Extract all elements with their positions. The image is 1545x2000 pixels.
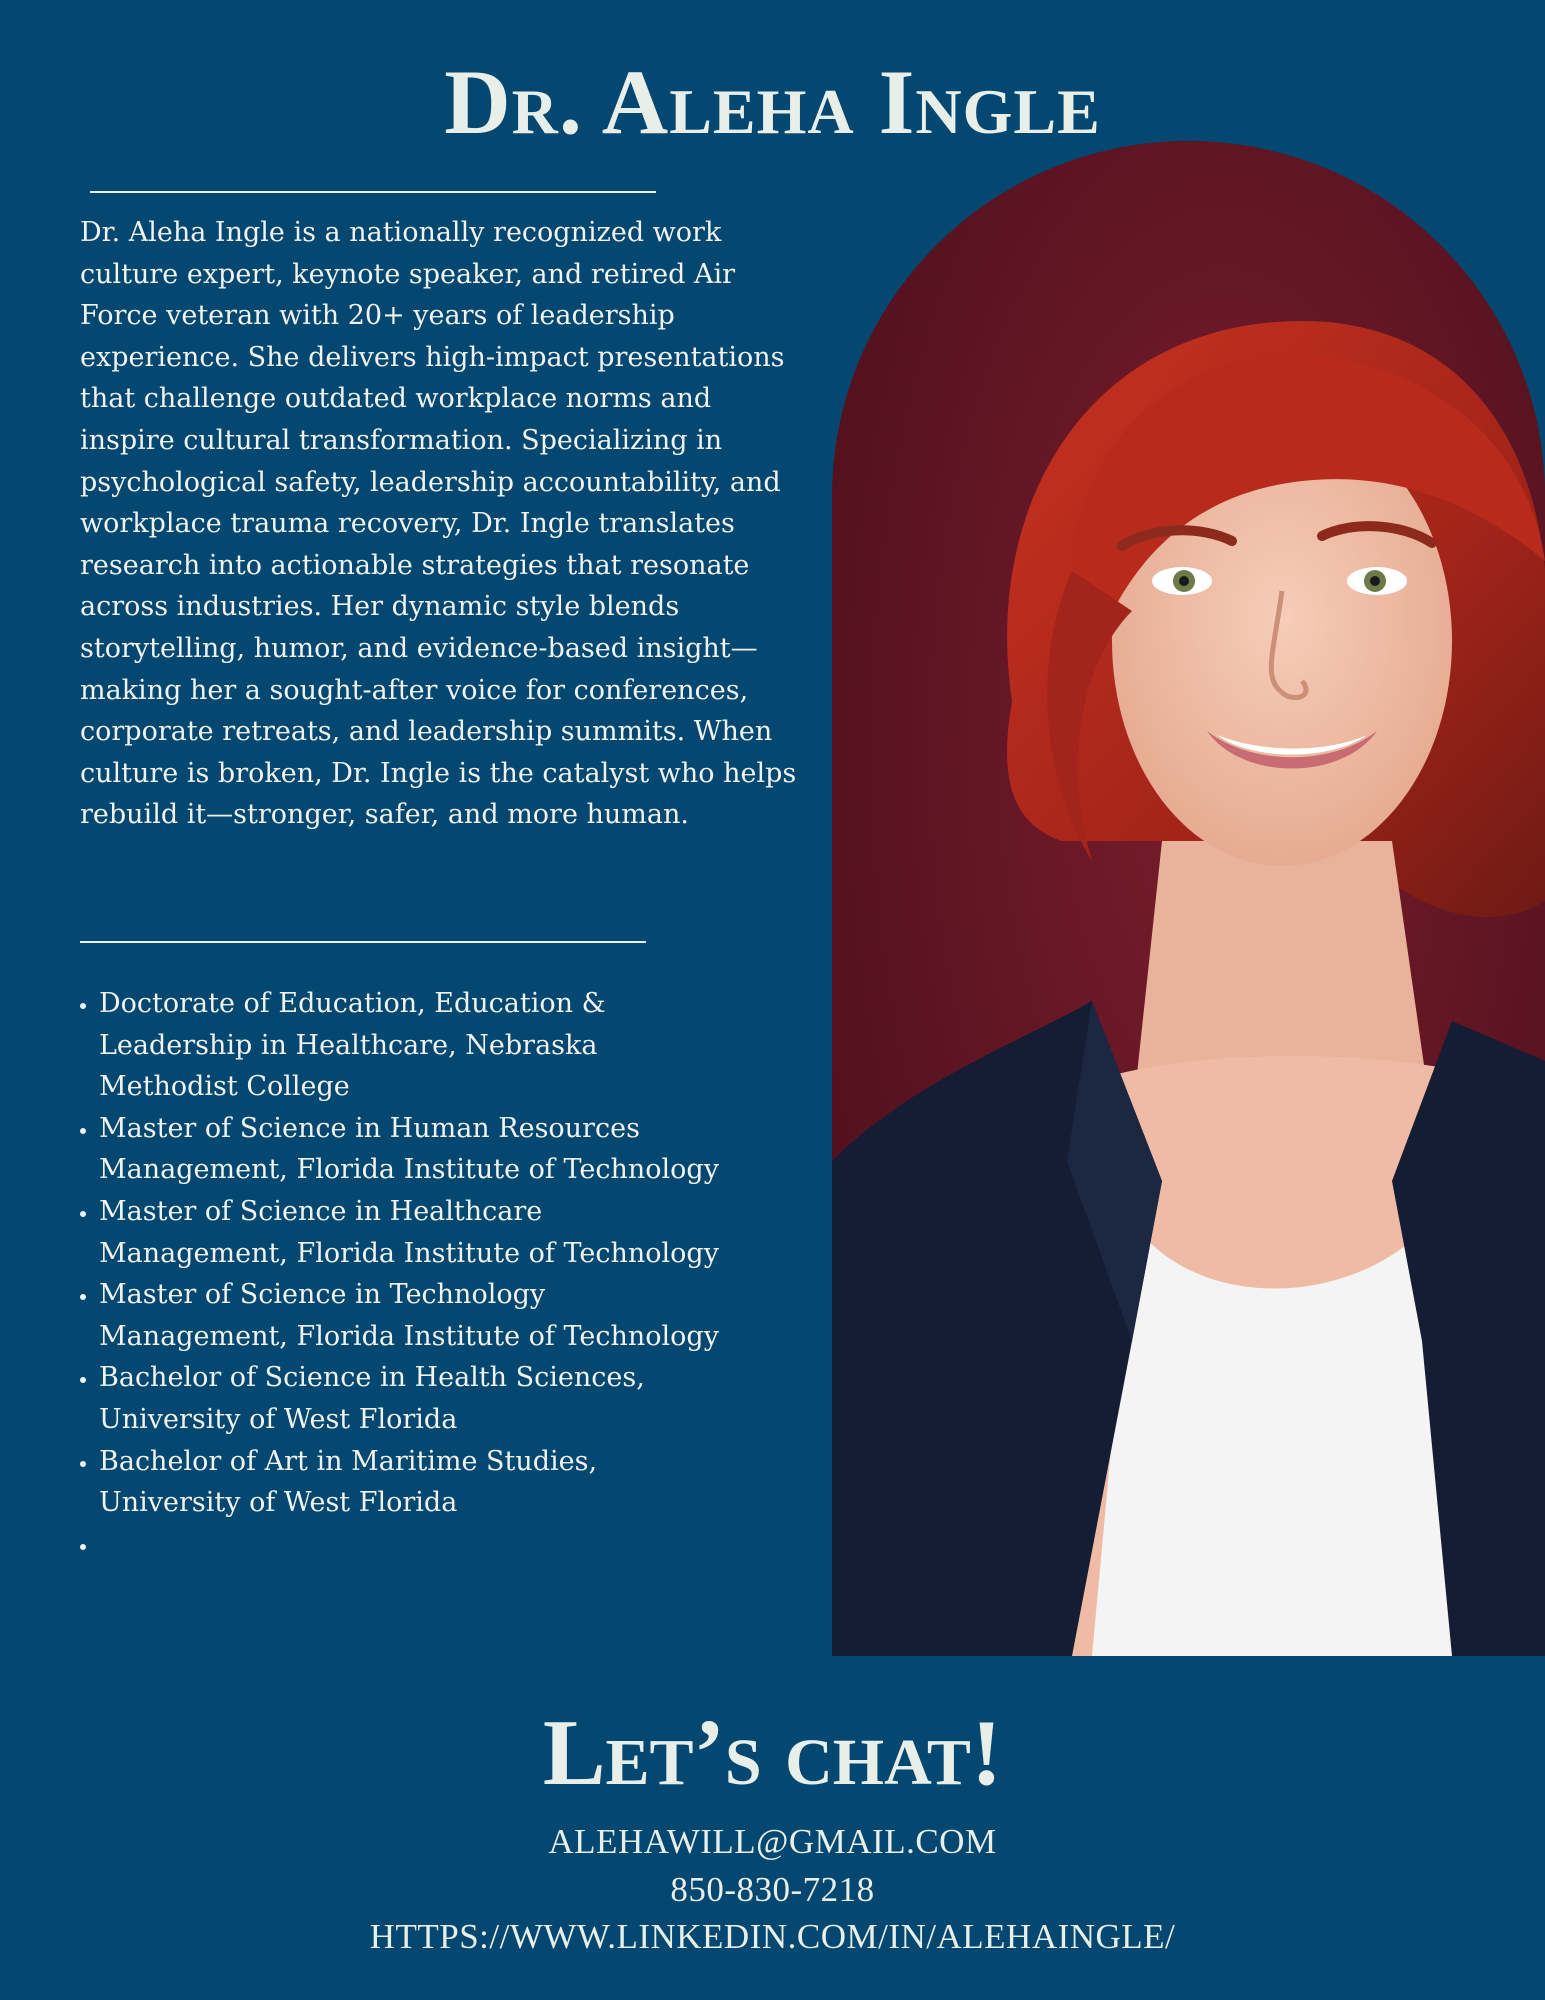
education-list	[62, 983, 739, 1565]
education-item: • Master of Science in Healthcare Management, Florida Institute of Technology	[99, 1191, 739, 1274]
top-divider	[90, 191, 656, 193]
portrait-illustration	[832, 141, 1545, 1656]
contact-email[interactable]: ALEHAWILL@GMAIL.COM	[548, 1822, 997, 1861]
education-item-empty	[99, 1524, 739, 1566]
education-item: • Bachelor of Science in Health Sciences, University of West Florida	[99, 1357, 739, 1440]
contact-phone[interactable]: 850-830-7218	[670, 1870, 875, 1909]
education-item: • Master of Science in Technology Management, Florida Institute of Technology	[99, 1274, 739, 1357]
lets-chat-heading: Let’s chat!	[542, 1701, 1003, 1805]
contact-linkedin-link[interactable]: HTTPS://WWW.LINKEDIN.COM/IN/ALEHAINGLE/	[369, 1917, 1176, 1956]
bio-paragraph: Dr. Aleha Ingle is a nationally recognized work culture expert, keynote speaker, and retired Air Force veteran with 20+ years of leadership experience. She delivers high-impact presentations that challenge outdated workplace norms and inspire cultural transformation. Specializing in psychological safety, leadership accountability, and workplace trauma recovery, Dr. Ingle translates research into actionable strategies that resonate across industries. Her dynamic style blends storytelling, humor, and evidence-based insight—making her a sought-after voice for conferences, corporate retreats, and leadership summits. When culture is broken, Dr. Ingle is the catalyst who helps rebuild it—stronger, safer, and more human.	[80, 217, 797, 831]
education-item: • Doctorate of Education, Education & Leadership in Healthcare, Nebraska Methodist College	[99, 983, 739, 1108]
section-divider	[80, 941, 646, 943]
speaker-name-title: Dr. Aleha Ingle	[444, 51, 1101, 153]
education-item: • Bachelor of Art in Maritime Studies, University of West Florida	[99, 1441, 739, 1524]
education-item: • Master of Science in Human Resources Management, Florida Institute of Technology	[99, 1108, 739, 1191]
portrait-photo	[832, 141, 1545, 1656]
